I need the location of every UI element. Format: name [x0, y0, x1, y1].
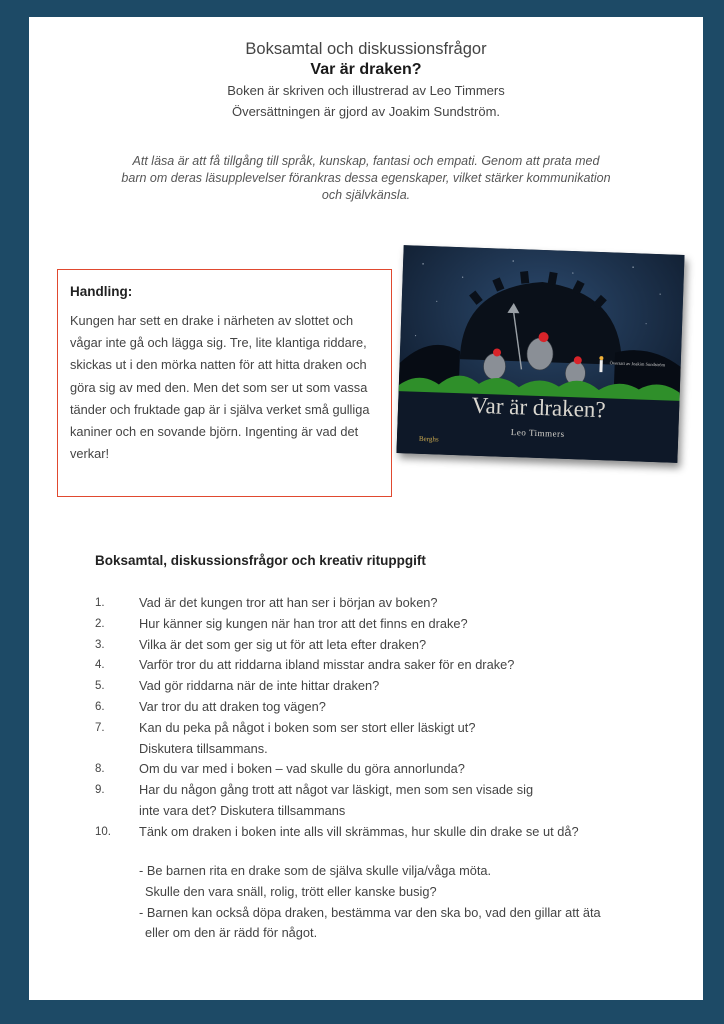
translator-credit: Översättningen är gjord av Joakim Sundström. — [231, 104, 501, 119]
list-item — [95, 655, 685, 676]
question-text: Var tror du att draken tog vägen? — [139, 698, 326, 714]
list-item — [95, 780, 685, 822]
question-list — [95, 593, 685, 843]
list-item — [95, 635, 685, 656]
question-number: 1. — [95, 597, 105, 609]
list-item — [95, 614, 685, 635]
question-text: Kan du peka på något i boken som ser stort eller läskigt ut? Diskutera tillsammans. — [139, 719, 476, 756]
task-line: eller om den är rädd för något. — [145, 925, 318, 941]
question-text: Tänk om draken i boken inte alls vill skrämmas, hur skulle din drake se ut då? — [139, 823, 579, 839]
section-heading: Boksamtal, diskussionsfrågor och kreativ rituppgift — [95, 553, 426, 568]
list-item — [95, 822, 685, 843]
task-line: Skulle den vara snäll, rolig, trött eller kanske busig? — [145, 883, 437, 899]
question-text: Varför tror du att riddarna ibland misstar andra saker för en drake? — [139, 657, 515, 673]
task-line: - Be barnen rita en drake som de själva skulle vilja/våga möta. — [139, 863, 492, 878]
question-number: 10. — [95, 825, 111, 838]
drawing-task — [139, 861, 699, 944]
list-item — [95, 676, 685, 697]
question-text: Om du var med i boken – vad skulle du göra annorlunda? — [139, 761, 465, 777]
document-page — [29, 17, 703, 1000]
question-text: Vad är det kungen tror att han ser i början av boken? — [139, 595, 438, 610]
list-item — [95, 759, 685, 780]
cover-author: Leo Timmers — [510, 427, 565, 439]
list-item — [95, 718, 685, 760]
list-item — [95, 593, 685, 614]
question-number: 3. — [95, 638, 105, 651]
question-number: 6. — [95, 700, 105, 713]
cover-translator-note: Översatt av Joakim Sundström — [609, 360, 666, 368]
question-number: 4. — [95, 659, 105, 672]
cover-publisher: Berghs — [418, 434, 439, 444]
summary-text: Kungen har sett en drake i närheten av slottet och vågar inte gå och lägga sig. Tre, lite klantiga riddare, skickas ut i den mörka natten för att hitta draken och göra sig av med den. Men det som ser ut som vassa tänder och fruktade gap är i själva verket små gulliga kaniner och en sovande björn. Ingenting är vad det verkar! — [70, 313, 370, 462]
question-number: 7. — [95, 721, 105, 734]
question-number: 2. — [95, 617, 105, 630]
question-text: Hur känner sig kungen när han tror att det finns en drake? — [139, 615, 468, 631]
reading-quote: Att läsa är att få tillgång till språk, kunskap, fantasi och empati. Genom att prata med barn om deras läsupplevelser förankras dessa egenskaper, vilket stärker kommunikation och självkänsla. — [121, 154, 611, 202]
list-item — [95, 697, 685, 718]
question-number: 8. — [95, 763, 105, 776]
question-number: 9. — [95, 784, 105, 797]
question-text: Vilka är det som ger sig ut för att leta efter draken? — [139, 636, 427, 652]
document-subtitle: Boksamtal och diskussionsfrågor — [245, 40, 487, 58]
book-title: Var är draken? — [310, 61, 422, 78]
summary-heading: Handling: — [70, 284, 133, 299]
question-text: Har du någon gång trott att något var läskigt, men som sen visade sig inte vara det? Diskutera tillsammans — [139, 782, 534, 818]
author-credit: Boken är skriven och illustrerad av Leo Timmers — [227, 83, 505, 98]
book-cover-image — [396, 245, 684, 463]
task-line: - Barnen kan också döpa draken, bestämma var den ska bo, vad den gillar att äta — [139, 904, 601, 920]
question-text: Vad gör riddarna när de inte hittar draken? — [139, 678, 380, 694]
question-number: 5. — [95, 680, 105, 693]
header — [29, 39, 703, 122]
summary-box — [57, 269, 392, 497]
cover-title: Var är draken? — [471, 392, 607, 423]
